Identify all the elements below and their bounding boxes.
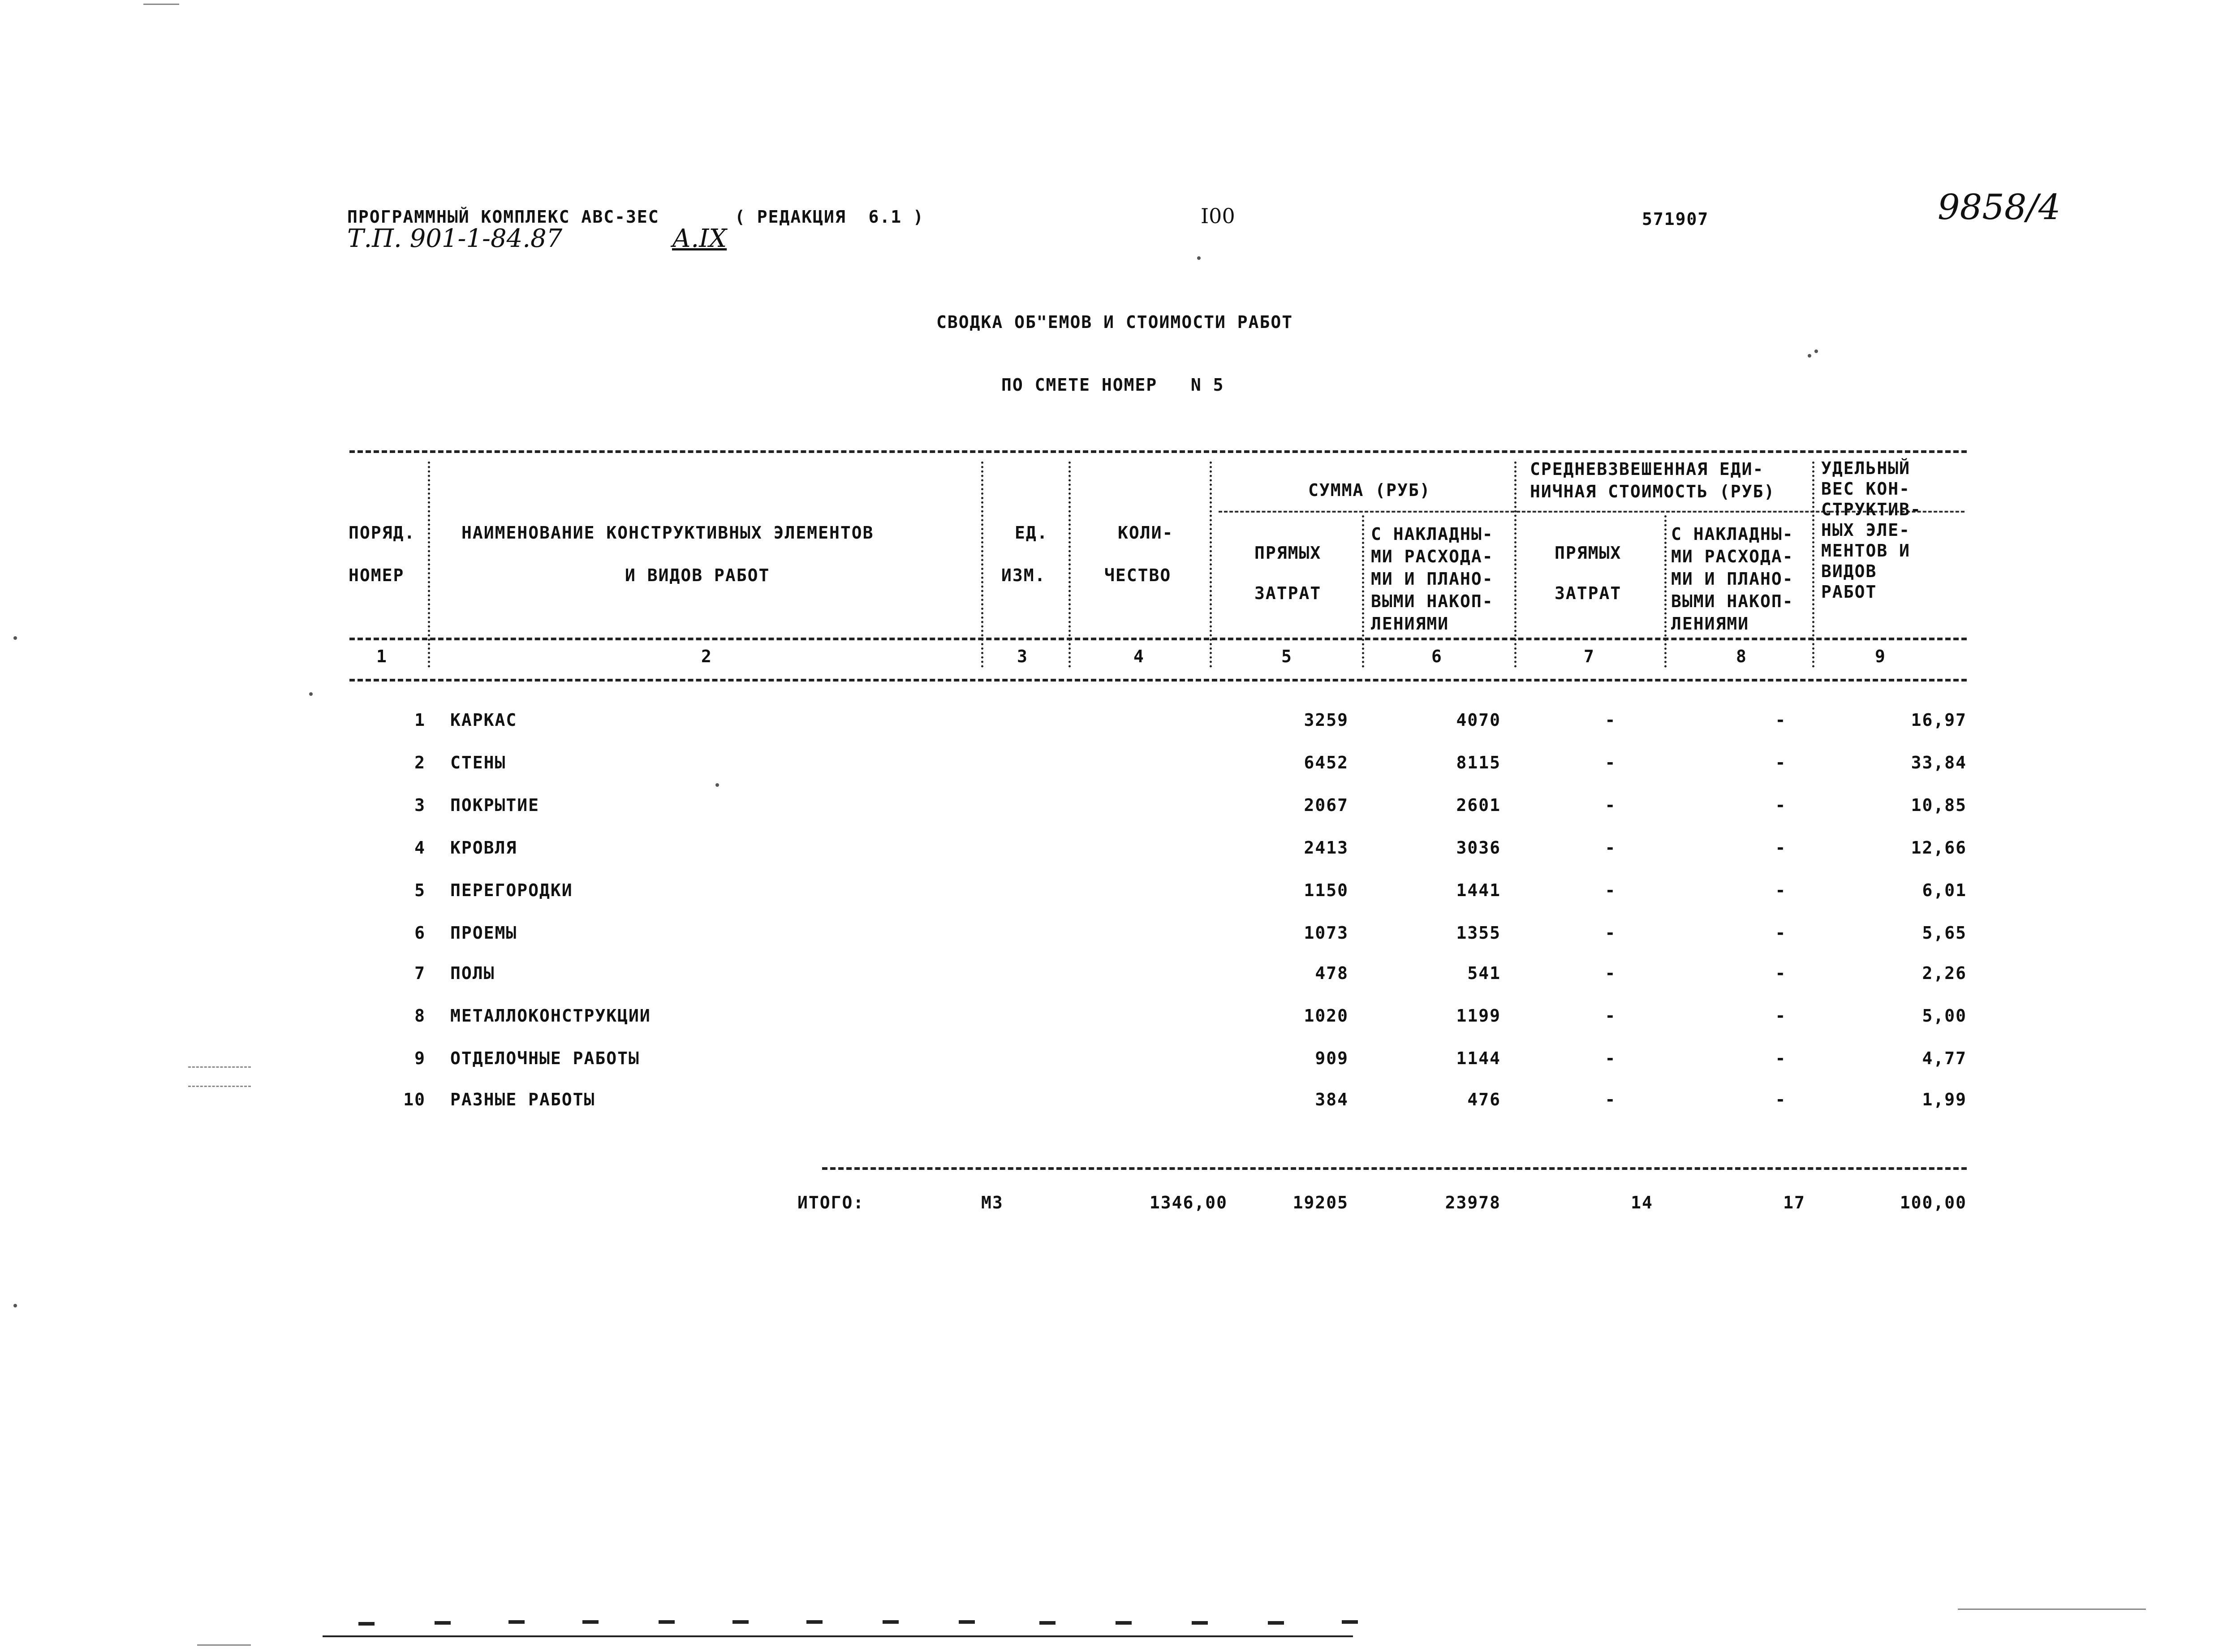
dash-mark <box>1192 1621 1208 1625</box>
row-direct-cost: 2067 <box>1304 795 1348 815</box>
row-name: КАРКАС <box>450 710 517 730</box>
row-share: 1,99 <box>1922 1090 1967 1109</box>
title-line-2: ПО СМЕТЕ НОМЕР N 5 <box>1001 375 1224 395</box>
dash-mark <box>1342 1620 1358 1624</box>
row-share: 16,97 <box>1911 710 1967 730</box>
total-quantity: 1346,00 <box>1149 1193 1228 1212</box>
row-avg-direct: - <box>1605 838 1616 858</box>
handwritten-corner-number: 9858/4 <box>1938 187 2061 228</box>
row-share: 12,66 <box>1911 838 1967 858</box>
row-avg-direct: - <box>1605 1006 1616 1026</box>
col-number-1: 1 <box>376 647 388 666</box>
col3-header-b: ИЗМ. <box>1001 565 1046 585</box>
col4-header-a: КОЛИ- <box>1118 523 1174 543</box>
noise-mark <box>143 4 179 5</box>
noise-dot <box>1814 349 1818 353</box>
edition: ( РЕДАКЦИЯ 6.1 ) <box>735 207 924 227</box>
col9-header-line: МЕНТОВ И <box>1821 541 1911 561</box>
col8-header-line: МИ РАСХОДА- <box>1671 547 1794 566</box>
row-avg-overhead: - <box>1775 753 1787 772</box>
bottom-rule <box>323 1635 1353 1637</box>
col3-header-a: ЕД. <box>1015 523 1048 543</box>
row-direct-cost: 2413 <box>1304 838 1348 858</box>
total-share: 100,00 <box>1900 1193 1967 1212</box>
col8-header <box>1671 523 1794 635</box>
row-overhead-cost: 3036 <box>1456 838 1501 858</box>
sum-group-rule <box>1219 511 1514 513</box>
handwritten-project-number: Т.П. 901-1-84.87 <box>347 224 563 253</box>
col9-header-line: УДЕЛЬНЫЙ <box>1821 458 1911 478</box>
noise-dot <box>715 783 719 787</box>
col8-header-line: МИ И ПЛАНО- <box>1671 569 1794 589</box>
row-share: 10,85 <box>1911 795 1967 815</box>
col1-header-b: НОМЕР <box>349 565 405 585</box>
row-name: ПЕРЕГОРОДКИ <box>450 880 573 900</box>
row-number: 9 <box>414 1048 426 1068</box>
noise-dot <box>309 692 313 696</box>
row-number: 8 <box>414 1006 426 1026</box>
row-name: МЕТАЛЛОКОНСТРУКЦИИ <box>450 1006 651 1026</box>
row-overhead-cost: 541 <box>1467 963 1501 983</box>
total-avg-direct: 14 <box>1631 1193 1653 1212</box>
noise-mark <box>188 1066 251 1087</box>
dash-mark <box>1039 1621 1055 1625</box>
avg-group-header-line: НИЧНАЯ СТОИМОСТЬ (РУБ) <box>1530 482 1775 501</box>
row-overhead-cost: 8115 <box>1456 753 1501 772</box>
col2-header-a: НАИМЕНОВАНИЕ КОНСТРУКТИВНЫХ ЭЛЕМЕНТОВ <box>461 523 874 543</box>
col-number-5: 5 <box>1281 647 1292 666</box>
noise-dot <box>1197 256 1201 260</box>
dash-mark <box>732 1620 749 1624</box>
row-name: РАЗНЫЕ РАБОТЫ <box>450 1090 595 1109</box>
col-number-6: 6 <box>1431 647 1443 666</box>
col-separator <box>1514 462 1516 668</box>
col-number-4: 4 <box>1133 647 1145 666</box>
noise-dot <box>13 1304 17 1307</box>
row-direct-cost: 1073 <box>1304 923 1348 943</box>
col1-header-a: ПОРЯД. <box>349 523 416 543</box>
dash-mark <box>582 1620 599 1624</box>
row-share: 4,77 <box>1922 1048 1967 1068</box>
dash-mark <box>508 1620 525 1624</box>
col-separator <box>1210 462 1212 668</box>
table-top-rule <box>349 450 1967 453</box>
row-avg-overhead: - <box>1775 963 1787 983</box>
row-name: ПОКРЫТИЕ <box>450 795 540 815</box>
row-share: 5,00 <box>1922 1006 1967 1026</box>
numbers-bottom-rule <box>349 679 1967 682</box>
row-direct-cost: 478 <box>1315 963 1348 983</box>
col2-header-b: И ВИДОВ РАБОТ <box>625 565 770 585</box>
row-direct-cost: 1150 <box>1304 880 1348 900</box>
row-direct-cost: 384 <box>1315 1090 1348 1109</box>
col9-header <box>1821 458 1921 602</box>
row-name: КРОВЛЯ <box>450 838 517 858</box>
col6-header-line: МИ РАСХОДА- <box>1371 547 1494 566</box>
col6-header <box>1371 523 1494 635</box>
row-overhead-cost: 4070 <box>1456 710 1501 730</box>
dash-mark <box>435 1621 451 1625</box>
col6-header-line: ВЫМИ НАКОП- <box>1371 591 1494 611</box>
sum-group-header: СУММА (РУБ) <box>1308 480 1431 500</box>
row-avg-overhead: - <box>1775 1048 1787 1068</box>
col-separator <box>1068 462 1071 668</box>
row-direct-cost: 6452 <box>1304 753 1348 772</box>
row-avg-overhead: - <box>1775 880 1787 900</box>
row-avg-direct: - <box>1605 795 1616 815</box>
row-number: 5 <box>414 880 426 900</box>
col5-header-b: ЗАТРАТ <box>1254 583 1322 603</box>
row-direct-cost: 909 <box>1315 1048 1348 1068</box>
col6-header-line: С НАКЛАДНЫ- <box>1371 524 1494 544</box>
row-number: 6 <box>414 923 426 943</box>
col6-header-line: ЛЕНИЯМИ <box>1371 614 1449 634</box>
row-number: 3 <box>414 795 426 815</box>
col-separator <box>981 462 983 668</box>
col-separator <box>1812 462 1814 668</box>
total-top-rule <box>822 1167 1967 1170</box>
row-avg-direct: - <box>1605 1048 1616 1068</box>
total-unit: М3 <box>981 1193 1004 1212</box>
col-number-7: 7 <box>1584 647 1595 666</box>
col-separator <box>428 462 430 668</box>
dash-mark <box>358 1622 375 1626</box>
row-avg-overhead: - <box>1775 923 1787 943</box>
header-bottom-rule <box>349 638 1967 640</box>
row-avg-overhead: - <box>1775 710 1787 730</box>
page-number: I00 <box>1201 204 1235 228</box>
col8-header-line: ЛЕНИЯМИ <box>1671 614 1749 634</box>
row-number: 10 <box>403 1090 426 1109</box>
handwritten-album: А.IX <box>672 224 727 253</box>
title-line-1: СВОДКА ОБ"ЕМОВ И СТОИМОСТИ РАБОТ <box>936 312 1293 332</box>
row-share: 33,84 <box>1911 753 1967 772</box>
noise-dot <box>1808 354 1811 358</box>
col9-header-line: ВИДОВ <box>1821 561 1877 581</box>
row-avg-overhead: - <box>1775 838 1787 858</box>
row-share: 6,01 <box>1922 880 1967 900</box>
dash-mark <box>1268 1621 1284 1625</box>
row-avg-direct: - <box>1605 923 1616 943</box>
document-code: 571907 <box>1642 209 1709 229</box>
row-direct-cost: 1020 <box>1304 1006 1348 1026</box>
row-overhead-cost: 1441 <box>1456 880 1501 900</box>
col7-header-b: ЗАТРАТ <box>1555 583 1622 603</box>
row-avg-overhead: - <box>1775 1090 1787 1109</box>
avg-group-rule <box>1516 511 1830 513</box>
row-name: ОТДЕЛОЧНЫЕ РАБОТЫ <box>450 1048 640 1068</box>
dash-mark <box>806 1620 823 1624</box>
dash-mark <box>1116 1621 1132 1625</box>
row-avg-direct: - <box>1605 880 1616 900</box>
col6-header-line: МИ И ПЛАНО- <box>1371 569 1494 589</box>
total-label: ИТОГО: <box>797 1193 865 1212</box>
row-overhead-cost: 2601 <box>1456 795 1501 815</box>
row-number: 1 <box>414 710 426 730</box>
col-number-9: 9 <box>1875 647 1886 666</box>
noise-dot <box>13 636 17 640</box>
col-number-8: 8 <box>1736 647 1747 666</box>
avg-group-header <box>1530 458 1775 503</box>
row-overhead-cost: 1355 <box>1456 923 1501 943</box>
col-separator <box>1664 515 1667 668</box>
row-number: 4 <box>414 838 426 858</box>
row-avg-overhead: - <box>1775 795 1787 815</box>
row-avg-overhead: - <box>1775 1006 1787 1026</box>
col4-header-b: ЧЕСТВО <box>1104 565 1172 585</box>
noise-mark <box>1958 1609 2146 1610</box>
dash-mark <box>883 1620 899 1624</box>
col-separator <box>1362 515 1364 668</box>
row-avg-direct: - <box>1605 1090 1616 1109</box>
row-number: 2 <box>414 753 426 772</box>
col8-header-line: ВЫМИ НАКОП- <box>1671 591 1794 611</box>
dash-mark <box>659 1620 675 1624</box>
col9-header-line: РАБОТ <box>1821 582 1877 602</box>
total-overhead-cost: 23978 <box>1445 1193 1501 1212</box>
row-direct-cost: 3259 <box>1304 710 1348 730</box>
row-name: СТЕНЫ <box>450 753 506 772</box>
col8-header-line: С НАКЛАДНЫ- <box>1671 524 1794 544</box>
total-direct-cost: 19205 <box>1292 1193 1348 1212</box>
row-overhead-cost: 476 <box>1467 1090 1501 1109</box>
col5-header-a: ПРЯМЫХ <box>1254 543 1322 563</box>
row-share: 5,65 <box>1922 923 1967 943</box>
noise-mark <box>197 1644 251 1646</box>
row-overhead-cost: 1199 <box>1456 1006 1501 1026</box>
row-avg-direct: - <box>1605 753 1616 772</box>
row-number: 7 <box>414 963 426 983</box>
row-avg-direct: - <box>1605 710 1616 730</box>
col9-header-line: СТРУКТИВ- <box>1821 500 1921 519</box>
program-name: ПРОГРАММНЫЙ КОМПЛЕКС АВС-3ЕС <box>347 207 659 227</box>
dash-mark <box>959 1620 975 1624</box>
col-number-3: 3 <box>1017 647 1028 666</box>
row-overhead-cost: 1144 <box>1456 1048 1501 1068</box>
col-number-2: 2 <box>701 647 712 666</box>
col7-header-a: ПРЯМЫХ <box>1555 543 1622 563</box>
row-name: ПРОЕМЫ <box>450 923 517 943</box>
col9-header-line: ВЕС КОН- <box>1821 479 1911 499</box>
row-share: 2,26 <box>1922 963 1967 983</box>
total-avg-overhead: 17 <box>1783 1193 1805 1212</box>
row-avg-direct: - <box>1605 963 1616 983</box>
col9-header-line: НЫХ ЭЛЕ- <box>1821 520 1911 540</box>
avg-group-header-line: СРЕДНЕВЗВЕШЕННАЯ ЕДИ- <box>1530 459 1764 479</box>
row-name: ПОЛЫ <box>450 963 495 983</box>
